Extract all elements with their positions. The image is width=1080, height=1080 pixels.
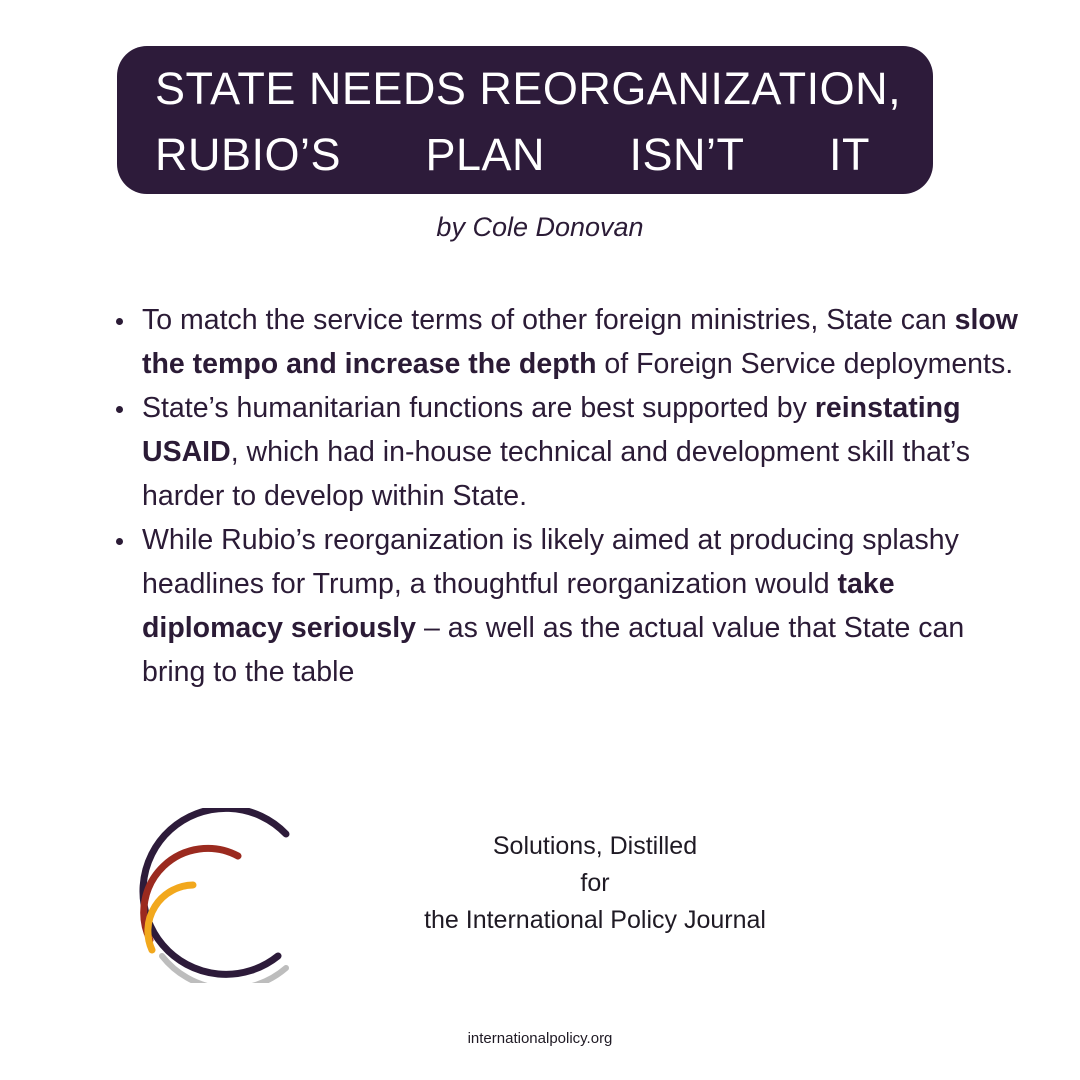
bullet-item [112, 386, 1032, 518]
title-word-2: PLAN [425, 129, 546, 180]
bullet-text: , which had in-house technical and development skill that’s harder to develop within State. [142, 436, 971, 512]
tagline-line-3: the International Policy Journal [424, 906, 766, 934]
bullet-list [112, 298, 1032, 694]
title-line-2 [155, 122, 870, 188]
tagline-line-1: Solutions, Distilled [492, 832, 698, 860]
tagline [380, 828, 810, 939]
bullet-emphasis: slow the tempo and increase the depth [142, 304, 1018, 380]
bullet-text: To match the service terms of other foreign ministries, State can [142, 304, 955, 336]
title-word-1: RUBIO’S [155, 129, 342, 180]
tagline-line-2: for [580, 869, 610, 897]
bullet-emphasis: take diplomacy seriously [142, 568, 895, 644]
title-banner [117, 46, 933, 194]
bullet-item [112, 518, 1032, 694]
title-line-1: STATE NEEDS REORGANIZATION, [155, 63, 902, 114]
title-word-3: ISN’T [629, 129, 745, 180]
title-word-4: IT [829, 129, 870, 180]
bullet-item [112, 298, 1032, 386]
logo-arc-red-icon [144, 848, 238, 940]
concentric-arcs-logo-icon [128, 808, 298, 983]
bullet-text: of Foreign Service deployments. [596, 348, 1014, 380]
byline: by Cole Donovan [436, 212, 644, 242]
bullet-text: – as well as the actual value that State can bring to the table [142, 612, 965, 688]
bullet-emphasis: reinstating USAID [142, 392, 961, 468]
footer-url: internationalpolicy.org [467, 1030, 613, 1047]
bullet-text: State’s humanitarian functions are best supported by [142, 392, 815, 424]
bullet-text: While Rubio’s reorganization is likely aimed at producing splashy headlines for Trump, a thoughtful reorganization would [142, 524, 959, 600]
